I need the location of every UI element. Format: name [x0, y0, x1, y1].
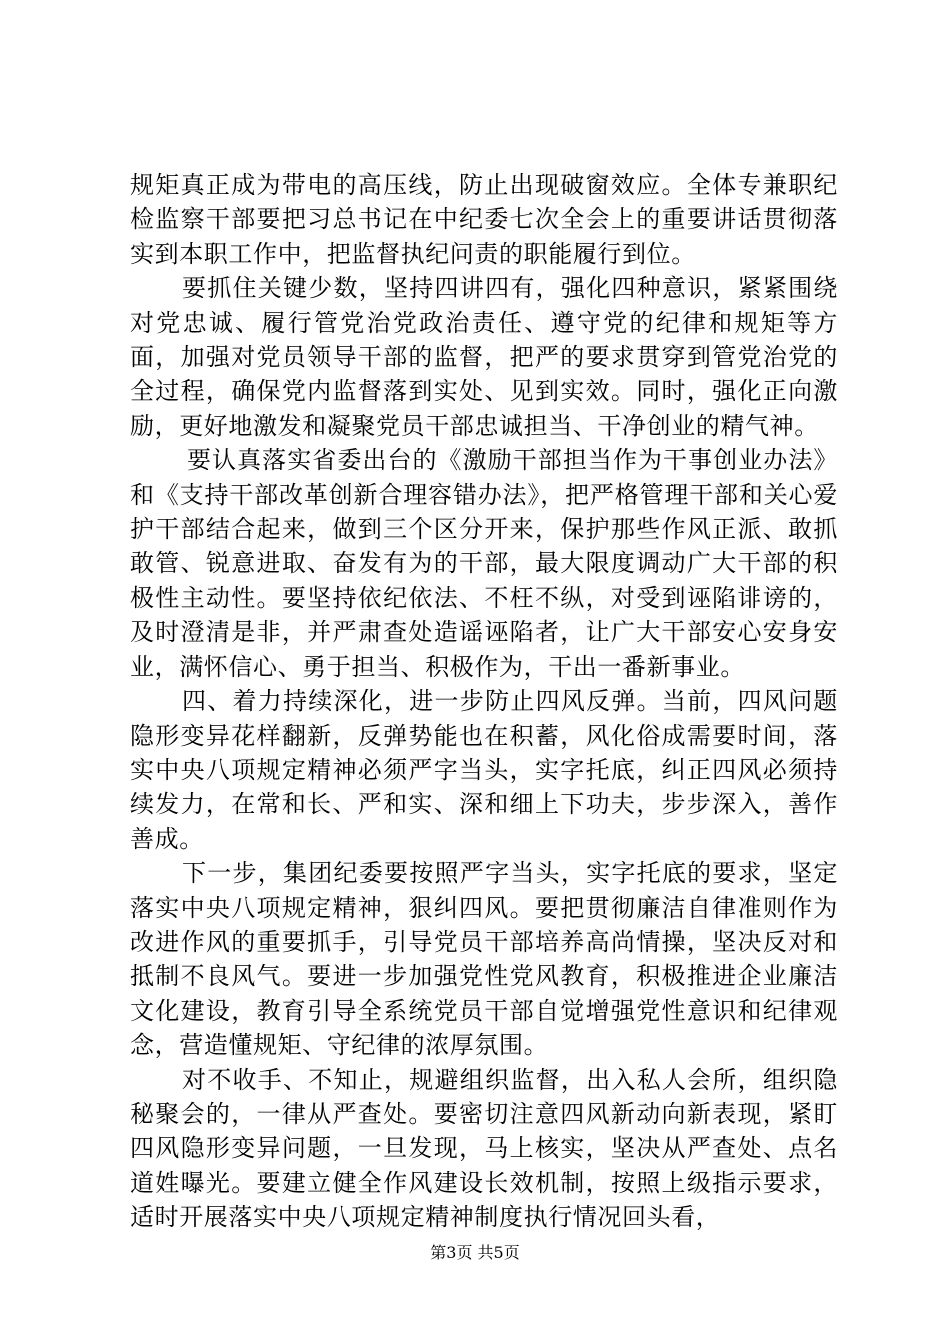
paragraph-incentive-measures: 要认真落实省委出台的《激励干部担当作为干事创业办法》和《支持干部改革创新合理容错办法》，把严格管理干部和关心爱护干部结合起来，做到三个区分开来，保护那些作风正派、敢抓敢管、锐意进取、奋发有为的干部，最大限度调动广大干部的积极性主动性。要坚持依纪依法、不枉不纵，对受到诬陷诽谤的，及时澄清是非，并严肃查处造谣诬陷者，让广大干部安心安身安业，满怀信心、勇于担当、积极作为，干出一番新事业。	[130, 446, 838, 681]
document-body	[130, 168, 838, 1235]
paragraph-key-minority: 要抓住关键少数，坚持四讲四有，强化四种意识，紧紧围绕对党忠诚、履行管党治党政治责任、遵守党的纪律和规矩等方面，加强对党员领导干部的监督，把严的要求贯穿到管党治党的全过程，确保党内监督落到实处、见到实效。同时，强化正向激励，更好地激发和凝聚党员干部忠诚担当、干净创业的精气神。	[130, 274, 838, 440]
paragraph-strict-investigation: 对不收手、不知止，规避组织监督，出入私人会所，组织隐秘聚会的，一律从严查处。要密切注意四风新动向新表现，紧盯四风隐形变异问题，一旦发现，马上核实，坚决从严查处、点名道姓曝光。要建立健全作风建设长效机制，按照上级指示要求，适时开展落实中央八项规定精神制度执行情况回头看，	[130, 1065, 838, 1232]
paragraph-next-steps: 下一步，集团纪委要按照严字当头，实字托底的要求，坚定落实中央八项规定精神，狠纠四风。要把贯彻廉洁自律准则作为改进作风的重要抓手，引导党员干部培养高尚情操，坚决反对和抵制不良风气。要进一步加强党性党风教育，积极推进企业廉洁文化建设，教育引导全系统党员干部自觉增强党性意识和纪律观念，营造懂规矩、守纪律的浓厚氛围。	[130, 859, 838, 1060]
paragraph-continuation: 规矩真正成为带电的高压线，防止出现破窗效应。全体专兼职纪检监察干部要把习总书记在中纪委七次全会上的重要讲话贯彻落实到本职工作中，把监督执纪问责的职能履行到位。	[130, 171, 838, 268]
page-number-footer: 第3页 共5页	[430, 1243, 520, 1262]
paragraph-section-four: 四、着力持续深化，进一步防止四风反弹。当前，四风问题隐形变异花样翻新，反弹势能也在积蓄，风化俗成需要时间，落实中央八项规定精神必须严字当头，实字托底，纠正四风必须持续发力，在常和长、严和实、深和细上下功夫，步步深入，善作善成。	[130, 687, 838, 853]
